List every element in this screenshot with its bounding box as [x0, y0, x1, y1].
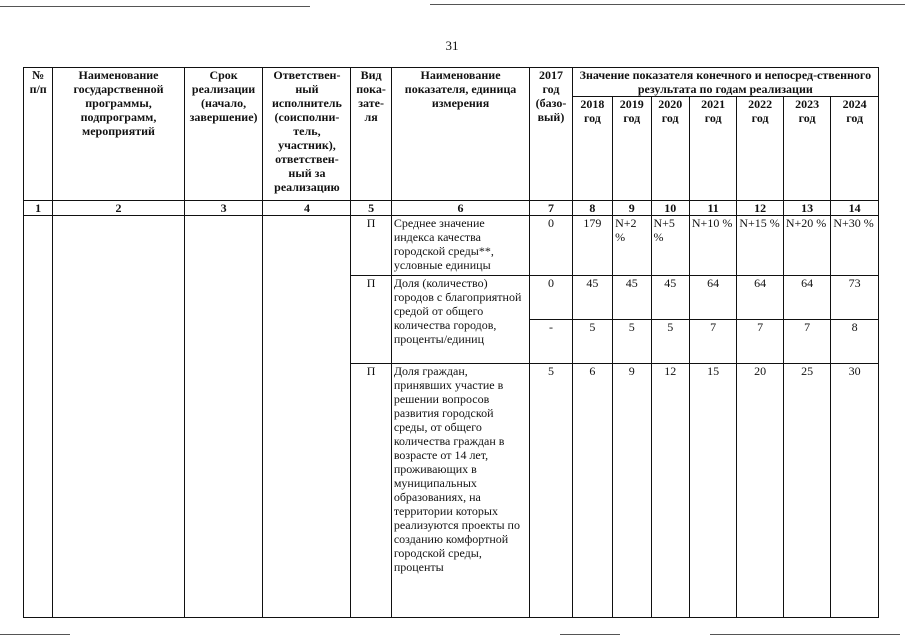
colnum-9: 9: [613, 201, 651, 216]
colnum-1: 1: [24, 201, 53, 216]
header-indicator-name: Наименование показателя, единица измерения: [391, 68, 529, 201]
indicator-name: Среднее значение индекса качества городской среды**, условные единицы: [391, 216, 529, 276]
base-value: 0: [530, 216, 572, 276]
empty-num-cell: [24, 216, 53, 618]
scan-bottom-line-left: [0, 634, 70, 635]
colnum-11: 11: [689, 201, 736, 216]
header-results-group: Значение показателя конечного и непосред-ственного результата по годам реализации: [572, 68, 878, 97]
value-2024: 30: [831, 364, 879, 618]
colnum-5: 5: [351, 201, 391, 216]
header-base-year: 2017 год (базо-вый): [530, 68, 572, 201]
value-2021: N+10 %: [689, 216, 736, 276]
colnum-6: 6: [391, 201, 529, 216]
colnum-12: 12: [737, 201, 783, 216]
header-year-2019: 2019 год: [613, 97, 651, 201]
colnum-4: 4: [263, 201, 351, 216]
header-indicator-type: Вид пока-зате-ля: [351, 68, 391, 201]
colnum-13: 13: [783, 201, 830, 216]
colnum-14: 14: [831, 201, 879, 216]
header-year-2023: 2023 год: [783, 97, 830, 201]
value-2019: N+2 %: [613, 216, 651, 276]
colnum-10: 10: [651, 201, 689, 216]
value-2022: 20: [737, 364, 783, 618]
value-2021: 64: [689, 276, 736, 320]
header-year-2024: 2024 год: [831, 97, 879, 201]
value-2018: 179: [572, 216, 612, 276]
base-value: 5: [530, 364, 572, 618]
header-period: Срок реализации (начало, завершение): [184, 68, 263, 201]
scan-top-line-left: [0, 6, 310, 7]
value-2020: 45: [651, 276, 689, 320]
colnum-2: 2: [53, 201, 184, 216]
header-executor: Ответствен-ный исполнитель (соисполни-тель, участник), ответствен-ный за реализацию: [263, 68, 351, 201]
value-2021: 15: [689, 364, 736, 618]
value-2018: 5: [572, 320, 612, 364]
scan-top-line-right: [430, 4, 905, 5]
empty-executor-cell: [263, 216, 351, 618]
empty-period-cell: [184, 216, 263, 618]
indicator-name: Доля граждан, принявших участие в решении вопросов развития городской среды, от общего количества граждан в возрасте от 14 лет, проживающих в муниципальных образованиях, на территории которых реализуются проекты по созданию комфортной городской среды, проценты: [391, 364, 529, 618]
header-year-2021: 2021 год: [689, 97, 736, 201]
header-year-2022: 2022 год: [737, 97, 783, 201]
value-2018: 6: [572, 364, 612, 618]
value-2024: N+30 %: [831, 216, 879, 276]
base-value: -: [530, 320, 572, 364]
value-2023: 64: [783, 276, 830, 320]
value-2019: 5: [613, 320, 651, 364]
column-number-row: [24, 201, 879, 216]
value-2020: N+5 %: [651, 216, 689, 276]
indicator-type: П: [351, 276, 391, 364]
value-2022: 7: [737, 320, 783, 364]
header-program: Наименование государственной программы, подпрограмм, мероприятий: [53, 68, 184, 201]
indicator-type: П: [351, 364, 391, 618]
colnum-8: 8: [572, 201, 612, 216]
page-number: 31: [445, 38, 459, 53]
value-2020: 5: [651, 320, 689, 364]
indicator-name: Доля (количество) городов с благоприятной средой от общего количества городов, проценты/единиц: [391, 276, 529, 364]
header-year-2020: 2020 год: [651, 97, 689, 201]
scan-bottom-line-mid: [560, 634, 620, 635]
value-2022: N+15 %: [737, 216, 783, 276]
value-2023: 7: [783, 320, 830, 364]
indicator-type: П: [351, 216, 391, 276]
header-year-2018: 2018 год: [572, 97, 612, 201]
table-row: [24, 216, 879, 276]
value-2024: 8: [831, 320, 879, 364]
value-2019: 45: [613, 276, 651, 320]
header-num: № п/п: [24, 68, 53, 201]
scan-bottom-line-right: [710, 634, 900, 635]
value-2023: 25: [783, 364, 830, 618]
value-2020: 12: [651, 364, 689, 618]
base-value: 0: [530, 276, 572, 320]
value-2021: 7: [689, 320, 736, 364]
value-2023: N+20 %: [783, 216, 830, 276]
empty-program-cell: [53, 216, 184, 618]
header-row-1: [24, 68, 879, 97]
value-2019: 9: [613, 364, 651, 618]
indicators-table: [23, 67, 879, 618]
colnum-7: 7: [530, 201, 572, 216]
value-2018: 45: [572, 276, 612, 320]
colnum-3: 3: [184, 201, 263, 216]
value-2024: 73: [831, 276, 879, 320]
value-2022: 64: [737, 276, 783, 320]
